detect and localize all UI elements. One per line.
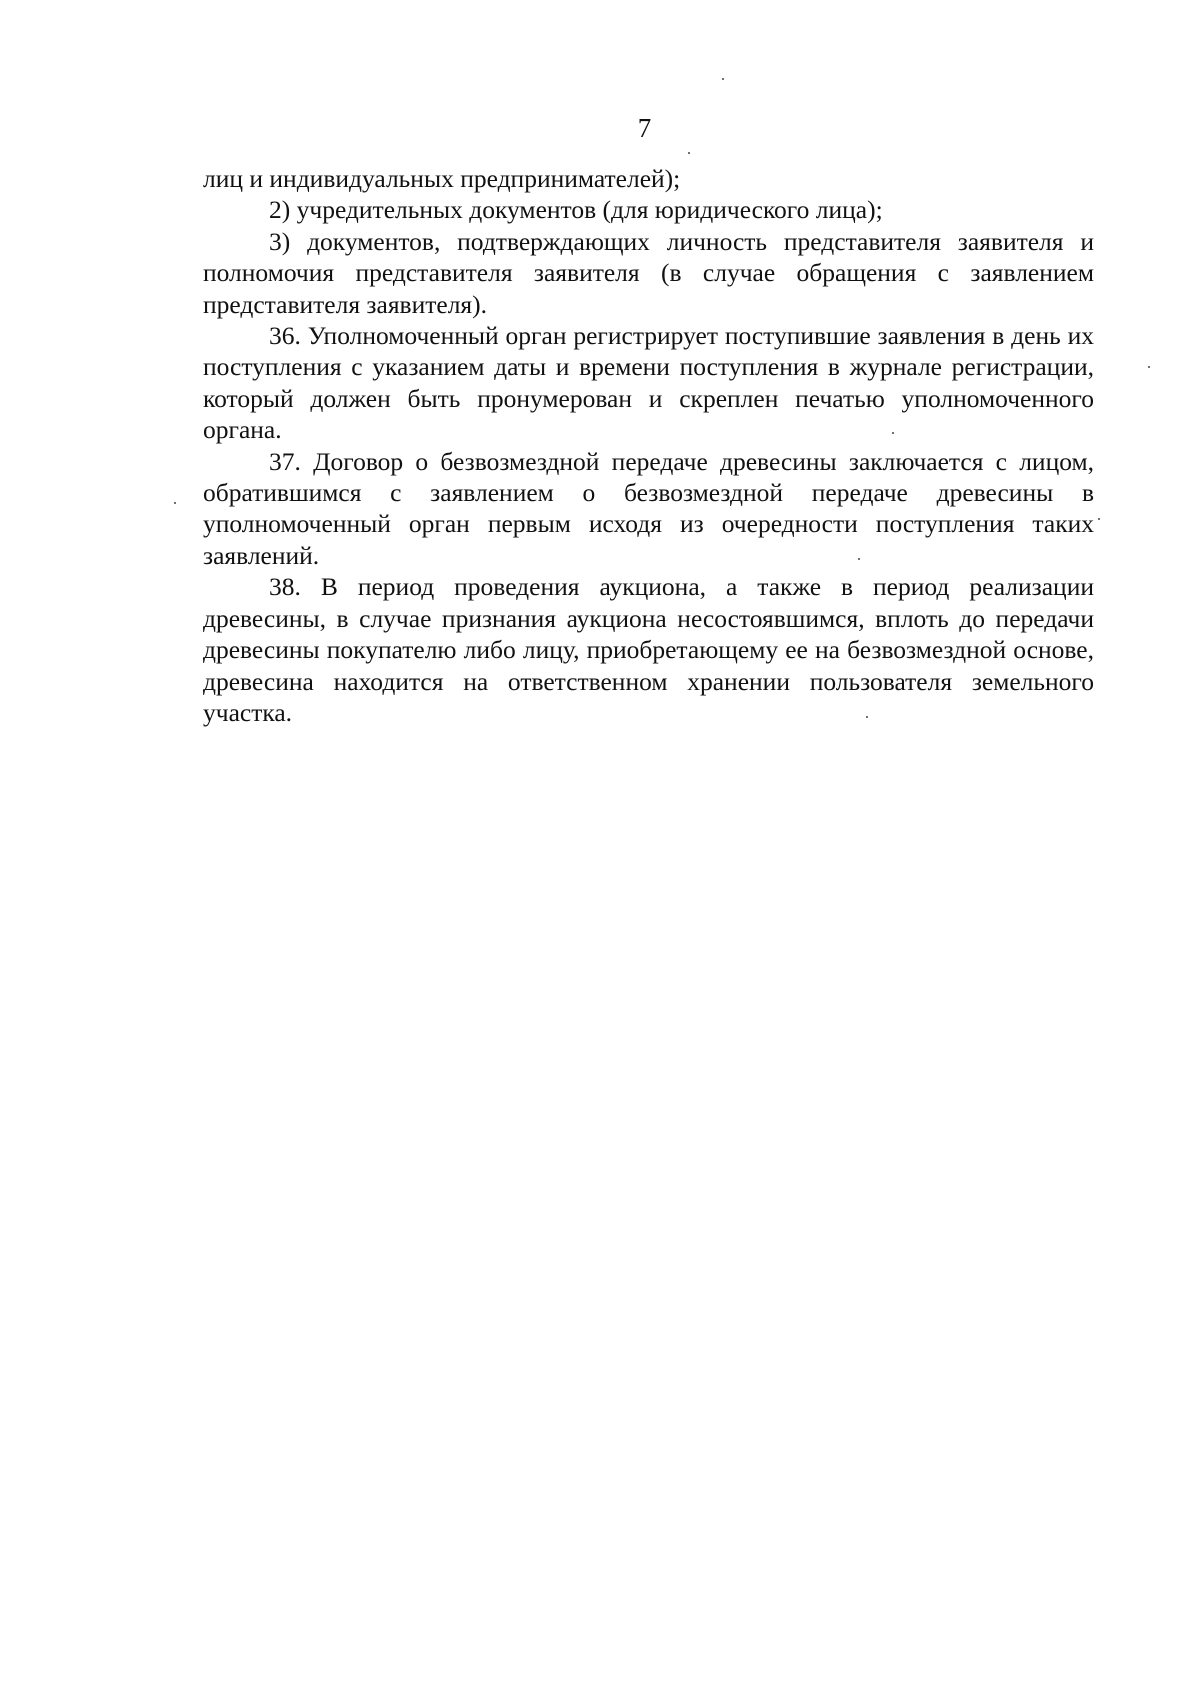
- document-body: [203, 163, 1094, 728]
- scan-speck: [1148, 366, 1150, 368]
- scan-speck: [892, 432, 894, 434]
- paragraph-item-3: 3) документов, подтверждающих личность представителя заявителя и полномочия представителя заявителя (в случае обращения с заявлением представителя заявителя).: [203, 226, 1094, 319]
- scan-speck: [866, 716, 868, 718]
- paragraph-continuation: лиц и индивидуальных предпринимателей);: [203, 164, 681, 193]
- scan-speck: [1098, 518, 1100, 520]
- page-number: 7: [637, 113, 652, 143]
- paragraph-37: 37. Договор о безвозмездной передаче древесины заключается с лицом, обратившимся с заявлением о безвозмездной передаче древесины в уполномоченный орган первым исходя из очередности поступления таких заявлений.: [203, 446, 1094, 570]
- scan-speck: [858, 558, 860, 560]
- scan-speck: [688, 152, 690, 154]
- paragraph-38: 38. В период проведения аукциона, а также в период реализации древесины, в случае признания аукциона несостоявшимся, вплоть до передачи древесины покупателю либо лицу, приобретающему ее на безвозмездной основе, древесина находится на ответственном хранении пользователя земельного участка.: [203, 572, 1094, 727]
- scan-speck: [722, 78, 724, 80]
- paragraph-36: 36. Уполномоченный орган регистрирует поступившие заявления в день их поступления с указанием даты и времени поступления в журнале регистрации, который должен быть пронумерован и скреплен печатью уполномоченного органа.: [203, 321, 1094, 445]
- scan-speck: [174, 502, 176, 504]
- paragraph-item-2: 2) учредительных документов (для юридического лица);: [269, 195, 883, 225]
